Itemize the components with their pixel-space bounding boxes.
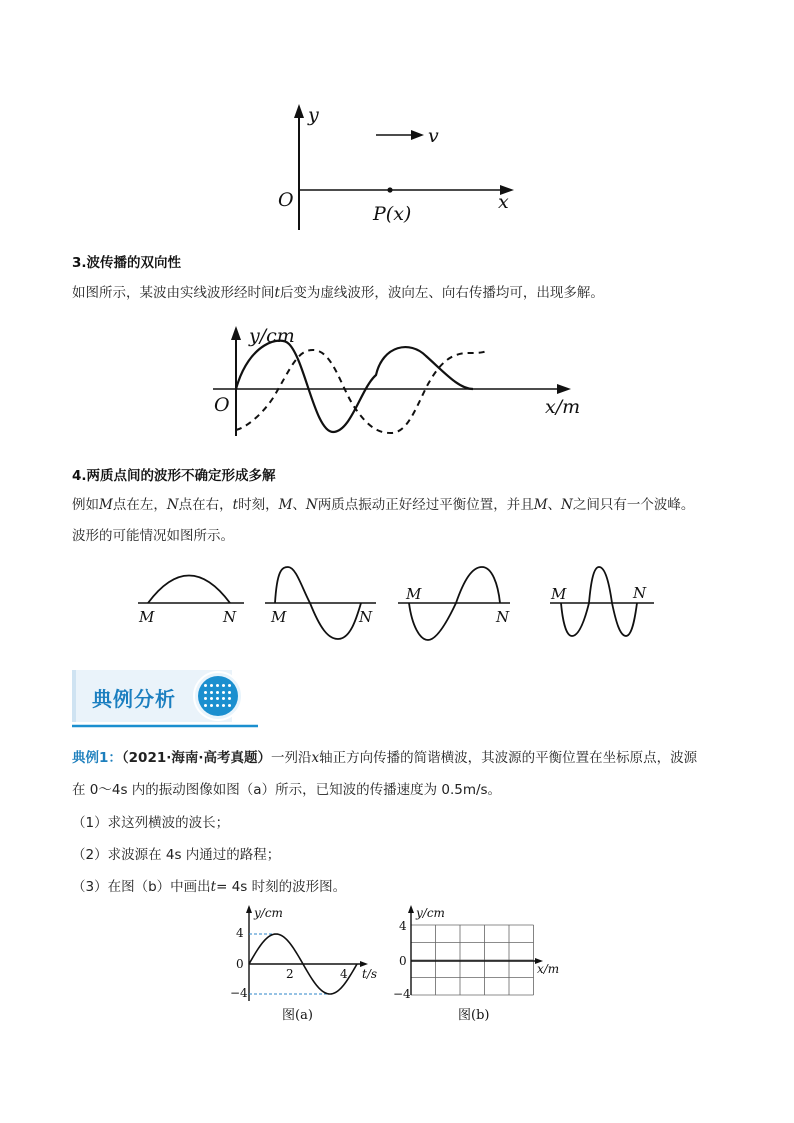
s4-text: 、	[547, 497, 562, 513]
example1-q3-t: t	[210, 879, 217, 895]
section4-heading: 4.两质点间的波形不确定形成多解	[72, 468, 276, 484]
chart-b-y-label: y/cm	[416, 906, 445, 920]
section3-text-b: 后变为虚线波形，波向左、向右传播均可，出现多解。	[279, 285, 604, 301]
fig-bi-x-label: x/m	[545, 396, 581, 418]
s4-text: 两质点振动正好经过平衡位置，并且	[317, 497, 534, 513]
section3-text-a: 如图所示，某波由实线波形经时间	[72, 285, 275, 301]
mn3-m-label: M	[406, 585, 422, 603]
chart-a-xtick-4: 4	[340, 967, 348, 981]
s4-text: 例如	[72, 497, 99, 513]
chart-b-ytick-neg4: −4	[393, 987, 411, 1001]
example1-q3	[72, 877, 346, 897]
fig-pv-point-p	[387, 187, 392, 192]
chart-a-caption: 图(a)	[282, 1008, 313, 1023]
chart-b-x-label: x/m	[537, 962, 560, 976]
example1-q1: （1）求这列横波的波长；	[72, 815, 230, 831]
mn4-m-label: M	[551, 585, 567, 603]
s4-text: 时刻，	[238, 497, 279, 513]
mn1-m-label: M	[139, 608, 155, 626]
fig-pv-x-label: x	[498, 191, 509, 213]
fig-bidirectional-wave	[205, 320, 595, 445]
mn2-n-label: N	[359, 608, 373, 626]
chart-b-ytick-4: 4	[399, 919, 407, 933]
example1-x-symbol: x	[311, 750, 320, 766]
example-analysis-banner	[72, 668, 258, 730]
fig-pv-point-label: P(x)	[373, 203, 412, 225]
chart-b-wave-grid	[393, 903, 573, 1028]
banner-title: 典例分析	[92, 687, 176, 711]
s4-text: 之间只有一个波峰。	[572, 497, 695, 513]
dots-grid-icon	[204, 684, 232, 708]
example1-q3-a: （3）在图（b）中画出	[72, 879, 211, 895]
example1-title: 典例1：	[72, 750, 122, 766]
chart-a-y-label: y/cm	[254, 906, 283, 920]
section3-heading: 3.波传播的双向性	[72, 255, 182, 271]
mn4-n-label: N	[633, 584, 647, 602]
s4-sym-n: N	[561, 497, 573, 513]
fig-bi-x-arrowhead	[557, 384, 571, 394]
fig-bi-dashed-wave	[236, 350, 487, 433]
mn1-n-label: N	[223, 608, 237, 626]
s4-text: 、	[292, 497, 306, 513]
section4-line1	[72, 495, 694, 515]
fig-pv-diagram	[270, 98, 530, 238]
s4-sym-m: M	[533, 497, 548, 513]
chart-a-xtick-2: 2	[286, 967, 294, 981]
chart-a-ytick-0: 0	[236, 957, 244, 971]
fig-bi-origin-label: O	[214, 394, 230, 416]
fig-pv-velocity-arrowhead	[411, 130, 424, 140]
s4-text: 点在右，	[178, 497, 233, 513]
chart-b-y-arrowhead	[408, 905, 414, 913]
mn4-wave	[561, 567, 637, 636]
mn3-n-label: N	[496, 608, 510, 626]
s4-text: 点在左，	[112, 497, 167, 513]
fig-pv-y-arrowhead	[294, 104, 304, 118]
s4-sym-m: M	[278, 497, 293, 513]
fig-pv-v-label: v	[428, 125, 439, 147]
s4-sym-m: M	[99, 497, 113, 513]
chart-a-ytick-4: 4	[236, 926, 244, 940]
fig-bi-y-arrowhead	[231, 326, 241, 340]
chart-b-ytick-0: 0	[399, 954, 407, 968]
example1-source: （2021·海南·高考真题）	[121, 750, 271, 766]
fig-bi-solid-wave	[236, 341, 473, 432]
example1-text-a: 一列沿	[271, 750, 312, 766]
chart-a-y-arrowhead	[246, 905, 252, 913]
s4-sym-t: t	[232, 497, 239, 513]
section3-text	[72, 283, 604, 303]
chart-b-grid	[411, 925, 534, 995]
example1-text-b: 轴正方向传播的简谐横波，其波源的平衡位置在坐标原点，波源	[319, 750, 698, 766]
chart-a-x-label: t/s	[362, 967, 378, 981]
example1-q3-b: = 4s 时刻的波形图。	[216, 879, 347, 895]
example1-q2: （2）求波源在 4s 内通过的路程；	[72, 847, 281, 863]
fig-bi-y-label: y/cm	[249, 325, 295, 347]
example1-line1	[72, 748, 697, 768]
chart-a-ytick-neg4: −4	[230, 986, 248, 1000]
chart-a-vibration-graph	[230, 903, 380, 1028]
fig-pv-y-label: y	[308, 104, 319, 126]
mn1-wave	[148, 576, 230, 604]
s4-sym-n: N	[305, 497, 318, 513]
banner-edge	[72, 670, 76, 722]
fig-mn-waveforms	[130, 560, 670, 650]
section4-line2: 波形的可能情况如图所示。	[72, 528, 234, 544]
s4-sym-n: N	[166, 497, 179, 513]
section3-t-symbol: t	[274, 285, 280, 301]
chart-b-caption: 图(b)	[458, 1008, 490, 1023]
mn2-m-label: M	[271, 608, 287, 626]
fig-pv-origin-label: O	[278, 189, 294, 211]
example1-line2: 在 0～4s 内的振动图像如图（a）所示，已知波的传播速度为 0.5m/s。	[72, 782, 502, 798]
